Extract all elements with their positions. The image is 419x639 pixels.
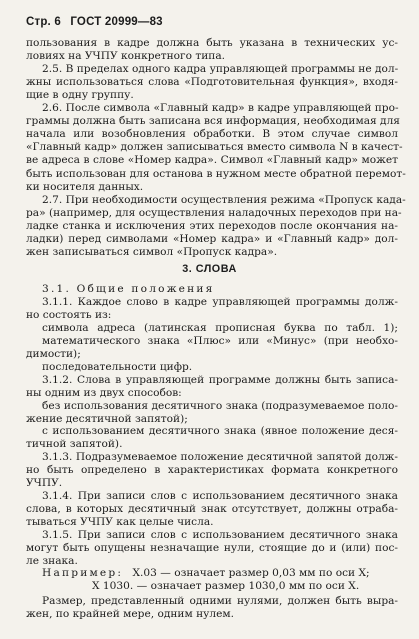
text-line: 3.1.1. Каждое слово в кадре управляющей программы долж- [42, 295, 398, 308]
text-line: 3.1.3. Подразумеваемое положение десятичной запятой долж- [42, 451, 398, 464]
text-line: быть использован для останова в нужном месте обратной перемот- [26, 167, 406, 180]
standard-code: ГОСТ 20999—83 [70, 16, 163, 28]
text-line: начала или возобновления обработки. В этом случае символ [26, 128, 398, 141]
text-line: ладки) перед символами «Номер кадра» и «Главный кадр» дол- [26, 232, 398, 245]
example-line-1 [26, 567, 398, 580]
text-line: ловиях на УЧПУ конкретного типа. [26, 50, 226, 63]
text-line: жен, по крайней мере, одним нулем. [26, 608, 234, 620]
text-line: Размер, представленный одними нулями, должен быть выра- [42, 595, 398, 607]
text-line: димости); [26, 347, 81, 360]
text-line: 3.1.5. При записи слов с использованием десятичного знака [42, 529, 398, 542]
text-line: ле знака. [26, 554, 78, 567]
page-header [26, 16, 169, 28]
example-text-1: X.03 — означает размер 0,03 мм по оси X; [132, 567, 370, 579]
section-title: 3. СЛОВА [182, 263, 237, 275]
text-line: «Главный кадр» должен записываться вместо символа N в качест- [26, 141, 403, 154]
text-line: с использованием десятичного знака (явное положение деся- [42, 425, 398, 438]
text-line: ладке станка и исключения этих переходов после окончания на- [26, 219, 398, 232]
text-line: 2.6. После символа «Главный кадр» в кадре управляющей про- [42, 102, 399, 115]
text-line: 2.7. При необходимости осуществления режима «Пропуск када- [42, 193, 406, 206]
text-line: граммы должна быть записана вся информация, необходимая для [26, 115, 400, 128]
text-line: математического знака «Плюс» или «Минус» (при необхо- [42, 334, 398, 347]
text-line: последовательности цифр. [42, 360, 193, 373]
text-line: ра» (например, для осуществления наладочных переходов при на- [26, 206, 402, 219]
text-line: 3.1.4. При записи слов с использованием десятичного знака [42, 490, 398, 503]
text-line: ки носителя данных. [26, 180, 144, 193]
text-line: пользования в кадре должна быть указана в технических ус- [26, 37, 398, 49]
text-line: но состоять из: [26, 308, 112, 321]
example-line-2: X 1030. — означает размер 1030,0 мм по оси X. [92, 580, 360, 592]
text-line: щие в одну группу. [26, 89, 134, 102]
text-line: символа адреса (латинская прописная буква по табл. 1); [42, 321, 398, 334]
text-line: тываться УЧПУ как целые числа. [26, 516, 214, 529]
text-line: ны одним из двух способов: [26, 386, 182, 399]
text-line: жны использоваться слова «Подготовительная функция», входя- [26, 76, 398, 89]
text-line: слова, в которых десятичный знак отсутствует, должны отраба- [26, 503, 398, 516]
text-line: тичной запятой). [26, 438, 123, 451]
text-line: но быть определено в характеристиках формата конкретного [26, 464, 398, 477]
text-line: без использования десятичного знака (подразумеваемое поло- [42, 399, 398, 412]
text-line: жение десятичной запятой); [26, 412, 188, 425]
text-line: жен записываться символ «Пропуск кадра». [26, 245, 278, 258]
example-label: Например: [42, 567, 124, 579]
text-line: 3.1. Общие положения [42, 283, 215, 295]
text-line: ве адреса в слове «Номер кадра». Символ «Главный кадр» может [26, 154, 398, 167]
text-line: 3.1.2. Слова в управляющей программе должны быть записа- [42, 373, 398, 386]
text-line: УЧПУ. [26, 477, 63, 490]
text-line: 2.5. В пределах одного кадра управляющей программы не дол- [42, 63, 399, 76]
text-line: могут быть опущены незначащие нули, стоящие до и (или) пос- [26, 542, 398, 554]
page-number: Стр. 6 [26, 16, 61, 28]
